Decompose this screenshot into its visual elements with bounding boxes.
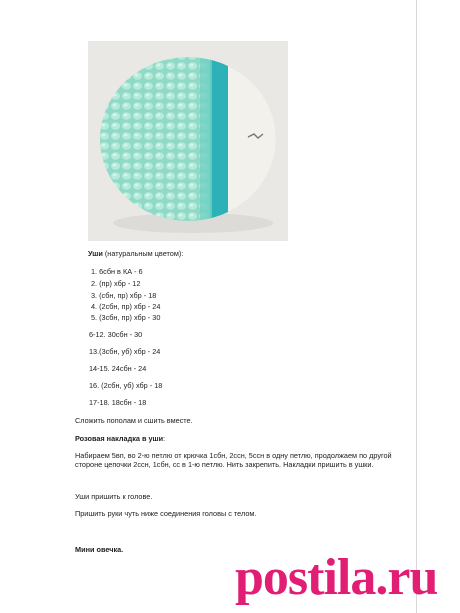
mini-sheep-heading: Мини овечка. xyxy=(75,545,124,554)
ears-row-3: 3. (сбн, пр) хбр - 18 xyxy=(91,291,157,300)
ears-row-4: 4. (2сбн, пр) хбр - 24 xyxy=(91,302,161,311)
ears-row-17-18: 17-18. 18сбн - 18 xyxy=(89,398,147,407)
attach-ears-text: Уши пришить к голове. xyxy=(75,492,153,501)
ears-row-1: 1. 6сбн в КА - 6 xyxy=(91,267,143,276)
postila-watermark: postila.ru xyxy=(235,549,438,606)
ears-row-14-15: 14-15. 24сбн - 24 xyxy=(89,364,147,373)
ears-row-2: 2. (пр) хбр - 12 xyxy=(91,279,141,288)
ears-row-16: 16. (2сбн, уб) хбр - 18 xyxy=(89,381,163,390)
ears-heading: Уши (натуральным цветом): xyxy=(88,249,184,258)
ears-row-13: 13.(3сбн, уб) хбр - 24 xyxy=(89,347,161,356)
ears-row-6-12: 6-12. 30сбн - 30 xyxy=(89,330,143,339)
pink-instructions: Набираем 5вп, во 2-ю петлю от крючка 1сбн, 2ссн, 5ссн в одну петлю, продолжаем по другой стороне цепочки 2ссн, 1сбн, сс в 1-ю петлю. Нить закрепить. Накладки пришить в ушки. xyxy=(75,451,392,469)
attach-arms-text: Пришить руки чуть ниже соединения головы с телом. xyxy=(75,509,257,518)
ears-fold-instruction: Сложить пополам и сшить вместе. xyxy=(75,416,193,425)
crochet-head-photo xyxy=(88,41,288,241)
ears-row-5: 5. (3сбн, пр) хбр - 30 xyxy=(91,313,161,322)
pink-heading: Розовая накладка в уши: xyxy=(75,434,166,443)
